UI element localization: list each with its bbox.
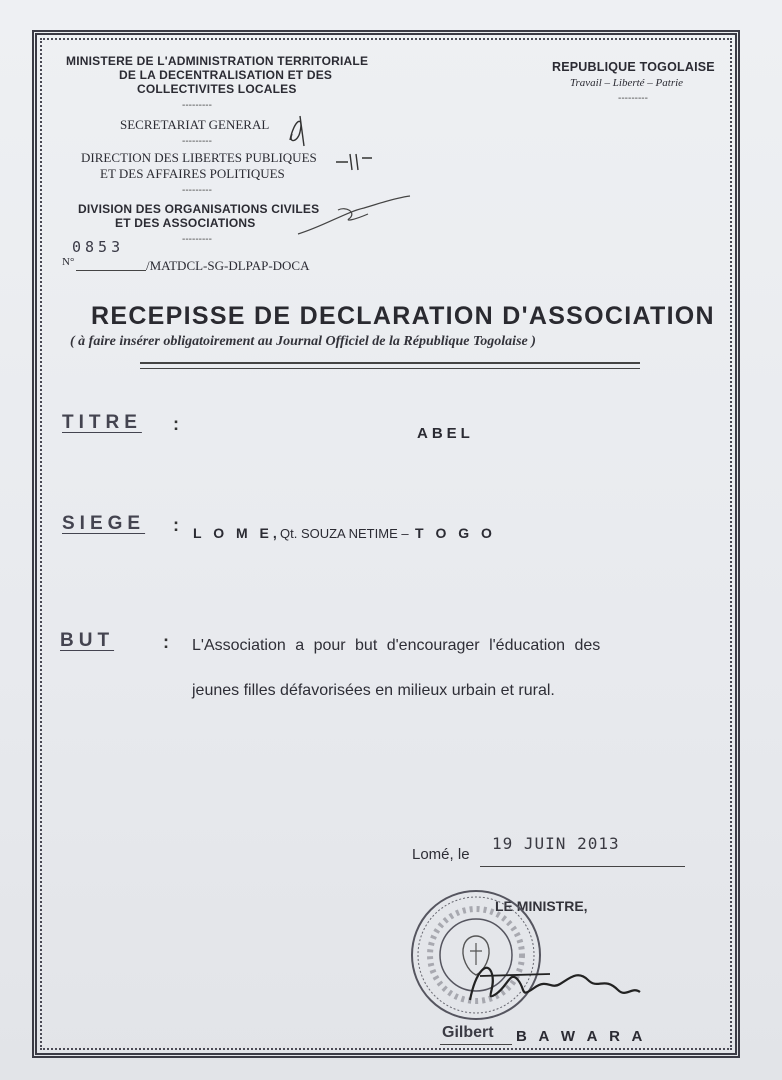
but-colon: : [163,632,169,652]
purpose-line-1: L'Association a pour but d'encourager l'éducation des [192,637,601,654]
minister-signature-icon [430,940,650,1020]
name-underline [440,1044,512,1045]
siege-label: SIEGE [62,513,146,534]
separator: --------- [182,185,212,196]
place-prefix: Lomé, le [412,846,470,863]
date-underline [480,866,685,867]
ministry-line-3: COLLECTIVITES LOCALES [137,82,297,96]
title-rule [140,368,640,369]
division-line-2: ET DES ASSOCIATIONS [115,216,256,230]
handwritten-paraph-icon [294,190,414,240]
siege-quarter: Qt. SOUZA NETIME – [280,526,409,541]
document-subtitle: ( à faire insérer obligatoirement au Journal Officiel de la République Togolaise ) [70,334,536,349]
republic-name: REPUBLIQUE TOGOLAISE [552,60,715,74]
separator: --------- [618,93,648,104]
titre-label: TITRE [62,412,142,433]
separator: --------- [182,234,212,245]
titre-value: ABEL [417,425,474,442]
but-label: BUT [60,630,115,651]
ministry-line-1: MINISTERE DE L'ADMINISTRATION TERRITORIALE [66,54,369,68]
date-stamp: 19 JUIN 2013 [492,834,620,853]
document-title: RECEPISSE DE DECLARATION D'ASSOCIATION [91,302,715,330]
siege-city: L O M E, [193,525,281,541]
direction-line-2: ET DES AFFAIRES POLITIQUES [100,166,285,181]
ref-number: 0853 [72,238,125,256]
division-line-1: DIVISION DES ORGANISATIONS CIVILES [78,202,320,216]
title-rule [140,362,640,364]
national-motto: Travail – Liberté – Patrie [570,77,684,89]
minister-title: LE MINISTRE, [495,898,588,914]
handwritten-mark-icon [334,150,374,174]
direction-line-1: DIRECTION DES LIBERTES PUBLIQUES [81,150,317,165]
ref-underline [76,270,146,271]
handwritten-initial-icon [282,110,322,150]
secretariat-general: SECRETARIAT GENERAL [120,117,270,132]
separator: --------- [182,136,212,147]
siege-country: T O G O [415,525,496,541]
titre-colon: : [173,414,179,434]
minister-first-name: Gilbert [442,1024,494,1041]
separator: --------- [182,100,212,111]
minister-last-name: B A W A R A [516,1028,647,1045]
siege-colon: : [173,515,179,535]
ministry-line-2: DE LA DECENTRALISATION ET DES [119,68,333,82]
ref-prefix: N° [62,256,75,268]
ref-suffix: /MATDCL-SG-DLPAP-DOCA [146,258,310,273]
decorative-border [32,30,740,1058]
purpose-line-2: jeunes filles défavorisées en milieux urbain et rural. [192,682,555,699]
